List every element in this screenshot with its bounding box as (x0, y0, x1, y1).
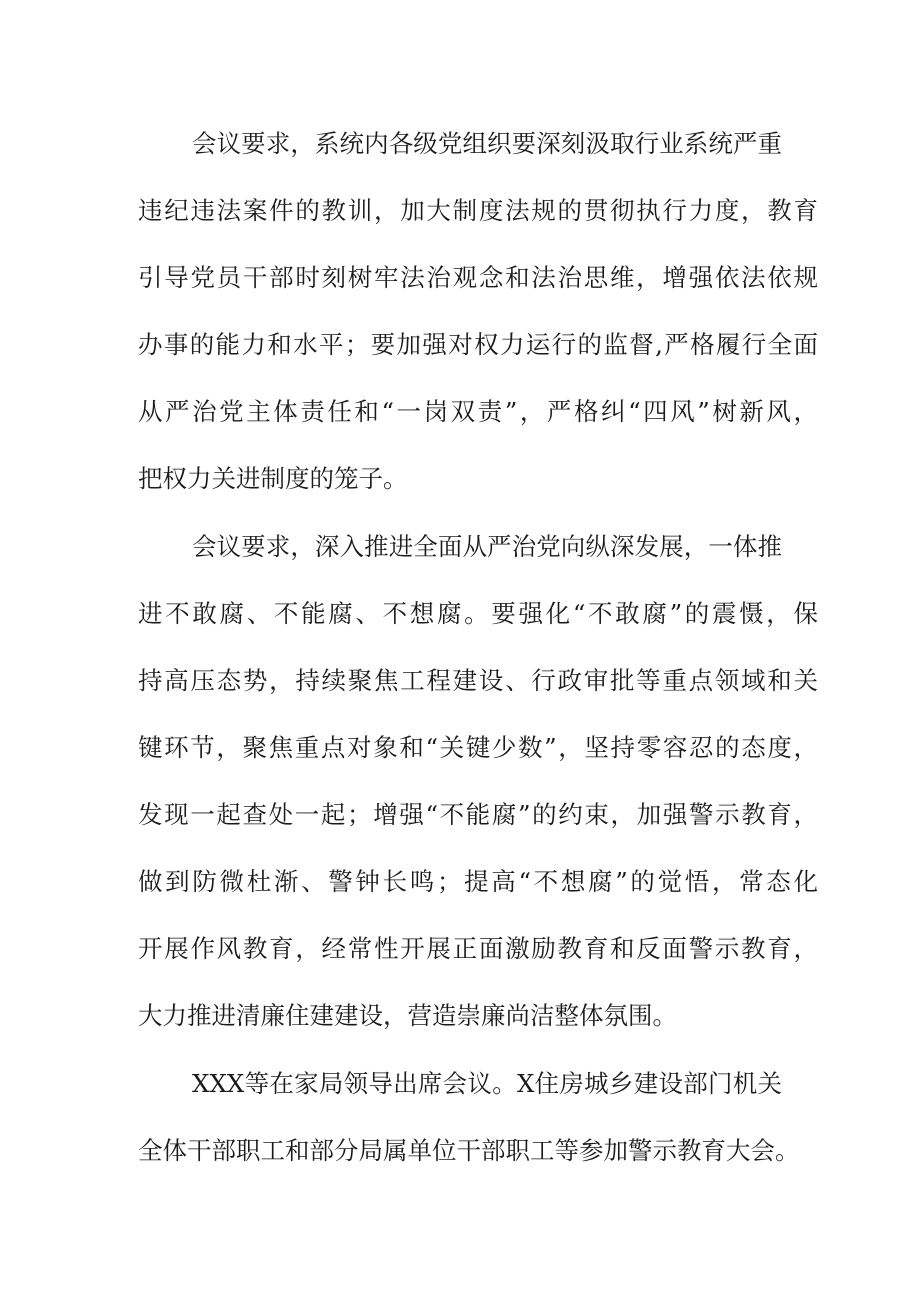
paragraph-line: 大力推进清廉住建建设，营造崇廉尚洁整体氛围。 (138, 1001, 677, 1030)
paragraph-line: XXX等在家局领导出席会议。X住房城乡建设部门机关 (192, 1069, 782, 1098)
paragraph-line: 引导党员干部时刻树牢法治观念和法治思维，增强依法依规 (138, 263, 818, 292)
paragraph-line: 持高压态势，持续聚焦工程建设、行政审批等重点领域和关 (138, 666, 818, 695)
paragraph-line: 会议要求，深入推进全面从严治党向纵深发展，一体推 (192, 532, 782, 561)
paragraph-line: 开展作风教育，经常性开展正面激励教育和反面警示教育， (138, 934, 818, 963)
paragraph-line: 键环节，聚焦重点对象和“关键少数”，坚持零容忍的态度， (138, 733, 818, 762)
paragraph-line: 违纪违法案件的教训，加大制度法规的贯彻执行力度，教育 (138, 196, 818, 225)
paragraph-line: 全体干部职工和部分局属单位干部职工等参加警示教育大会。 (138, 1136, 800, 1165)
paragraph-line: 做到防微杜渐、警钟长鸣；提高“不想腐”的觉悟，常态化 (138, 867, 818, 896)
paragraph-line: 办事的能力和水平；要加强对权力运行的监督,严格履行全面 (138, 330, 818, 359)
paragraph-line: 会议要求，系统内各级党组织要深刻汲取行业系统严重 (192, 129, 782, 158)
paragraph-line: 从严治党主体责任和“一岗双责”，严格纠“四风”树新风， (138, 397, 818, 426)
paragraph-line: 把权力关进制度的笼子。 (138, 464, 408, 493)
paragraph-line: 进不敢腐、不能腐、不想腐。要强化“不敢腐”的震慑，保 (138, 599, 818, 628)
paragraph-line: 发现一起查处一起；增强“不能腐”的约束，加强警示教育， (138, 800, 818, 829)
